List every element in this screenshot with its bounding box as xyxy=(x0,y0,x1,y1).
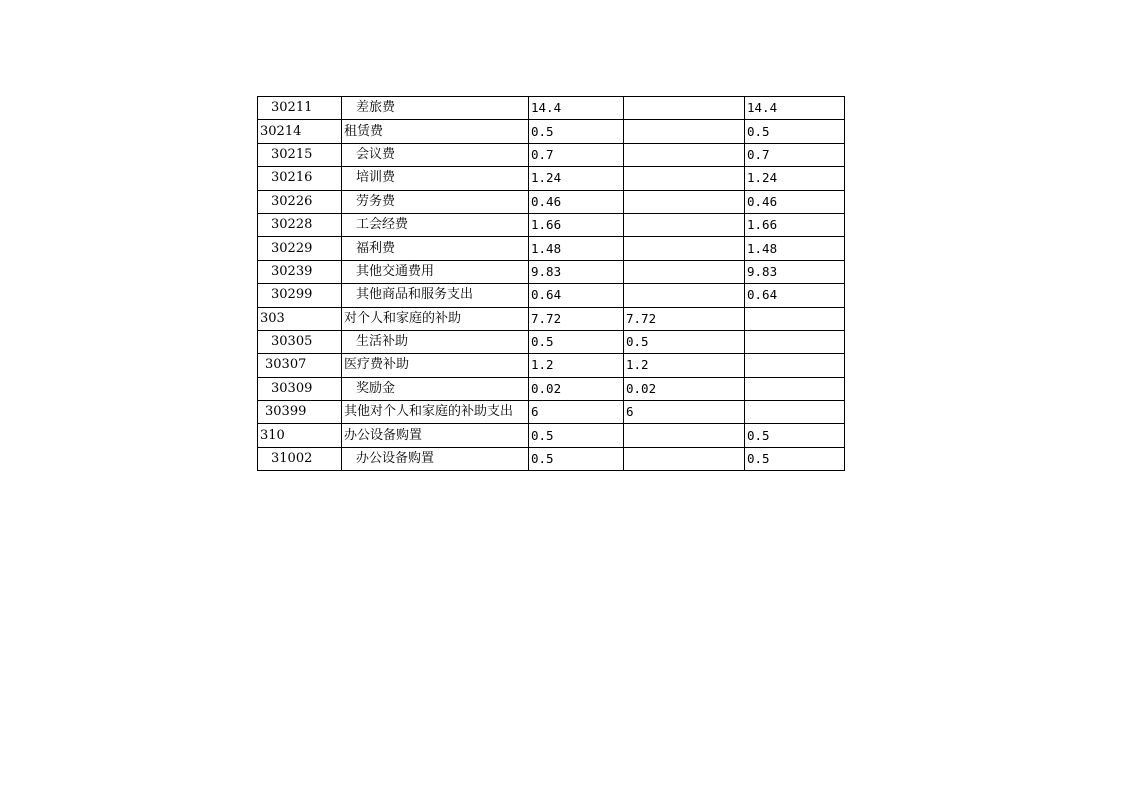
table-row xyxy=(258,213,845,236)
cell-basic-expenditure xyxy=(624,260,745,283)
cell-basic-expenditure xyxy=(624,120,745,143)
cell-item-name: 奖励金 xyxy=(342,377,529,400)
cell-item-name: 差旅费 xyxy=(342,97,529,120)
cell-project-expenditure xyxy=(745,377,845,400)
cell-basic-expenditure xyxy=(624,143,745,166)
cell-total: 0.46 xyxy=(529,190,624,213)
cell-total: 7.72 xyxy=(529,307,624,330)
table-row xyxy=(258,424,845,447)
cell-project-expenditure: 0.5 xyxy=(745,447,845,470)
cell-total: 1.66 xyxy=(529,213,624,236)
cell-item-name: 其他商品和服务支出 xyxy=(342,284,529,307)
table-row xyxy=(258,447,845,470)
cell-basic-expenditure xyxy=(624,237,745,260)
cell-item-name: 生活补助 xyxy=(342,330,529,353)
cell-project-expenditure xyxy=(745,354,845,377)
cell-item-name: 对个人和家庭的补助 xyxy=(342,307,529,330)
cell-project-expenditure: 0.7 xyxy=(745,143,845,166)
table-row xyxy=(258,237,845,260)
cell-total: 0.64 xyxy=(529,284,624,307)
cell-code: 31002 xyxy=(258,447,342,470)
cell-total: 6 xyxy=(529,401,624,424)
cell-project-expenditure: 14.4 xyxy=(745,97,845,120)
cell-item-name: 租赁费 xyxy=(342,120,529,143)
table-row xyxy=(258,330,845,353)
cell-code: 30211 xyxy=(258,97,342,120)
table-row xyxy=(258,354,845,377)
table-row xyxy=(258,143,845,166)
cell-code: 303 xyxy=(258,307,342,330)
cell-code: 30216 xyxy=(258,167,342,190)
cell-code: 30226 xyxy=(258,190,342,213)
table-row xyxy=(258,377,845,400)
cell-basic-expenditure: 7.72 xyxy=(624,307,745,330)
cell-code: 30215 xyxy=(258,143,342,166)
cell-item-name: 会议费 xyxy=(342,143,529,166)
cell-project-expenditure xyxy=(745,330,845,353)
cell-project-expenditure: 1.48 xyxy=(745,237,845,260)
cell-basic-expenditure xyxy=(624,424,745,447)
cell-project-expenditure: 0.5 xyxy=(745,424,845,447)
cell-code: 30305 xyxy=(258,330,342,353)
cell-total: 0.5 xyxy=(529,447,624,470)
table-row xyxy=(258,167,845,190)
cell-code: 310 xyxy=(258,424,342,447)
cell-basic-expenditure xyxy=(624,97,745,120)
cell-total: 0.7 xyxy=(529,143,624,166)
cell-code: 30309 xyxy=(258,377,342,400)
cell-basic-expenditure xyxy=(624,213,745,236)
cell-basic-expenditure: 6 xyxy=(624,401,745,424)
cell-item-name: 福利费 xyxy=(342,237,529,260)
cell-item-name: 工会经费 xyxy=(342,213,529,236)
cell-item-name: 其他交通费用 xyxy=(342,260,529,283)
cell-total: 1.48 xyxy=(529,237,624,260)
cell-code: 30229 xyxy=(258,237,342,260)
cell-total: 0.5 xyxy=(529,120,624,143)
cell-basic-expenditure xyxy=(624,190,745,213)
cell-code: 30239 xyxy=(258,260,342,283)
table-row xyxy=(258,190,845,213)
cell-project-expenditure: 0.46 xyxy=(745,190,845,213)
cell-project-expenditure: 0.5 xyxy=(745,120,845,143)
table-body xyxy=(258,97,845,471)
cell-total: 9.83 xyxy=(529,260,624,283)
table-row xyxy=(258,401,845,424)
cell-basic-expenditure xyxy=(624,167,745,190)
cell-code: 30399 xyxy=(258,401,342,424)
table-row xyxy=(258,97,845,120)
expenditure-table xyxy=(257,96,845,471)
cell-item-name: 劳务费 xyxy=(342,190,529,213)
cell-basic-expenditure: 0.5 xyxy=(624,330,745,353)
cell-basic-expenditure: 1.2 xyxy=(624,354,745,377)
cell-total: 0.5 xyxy=(529,424,624,447)
cell-project-expenditure xyxy=(745,307,845,330)
table-row xyxy=(258,120,845,143)
table-row xyxy=(258,284,845,307)
cell-code: 30307 xyxy=(258,354,342,377)
cell-project-expenditure: 0.64 xyxy=(745,284,845,307)
table-row xyxy=(258,260,845,283)
cell-code: 30299 xyxy=(258,284,342,307)
cell-code: 30228 xyxy=(258,213,342,236)
cell-basic-expenditure xyxy=(624,284,745,307)
cell-project-expenditure: 9.83 xyxy=(745,260,845,283)
cell-total: 14.4 xyxy=(529,97,624,120)
cell-item-name: 培训费 xyxy=(342,167,529,190)
cell-code: 30214 xyxy=(258,120,342,143)
cell-item-name: 办公设备购置 xyxy=(342,447,529,470)
table-row xyxy=(258,307,845,330)
cell-item-name: 医疗费补助 xyxy=(342,354,529,377)
cell-total: 0.02 xyxy=(529,377,624,400)
cell-total: 1.2 xyxy=(529,354,624,377)
cell-basic-expenditure xyxy=(624,447,745,470)
budget-sheet xyxy=(257,96,845,471)
cell-project-expenditure: 1.24 xyxy=(745,167,845,190)
cell-total: 1.24 xyxy=(529,167,624,190)
cell-project-expenditure xyxy=(745,401,845,424)
cell-basic-expenditure: 0.02 xyxy=(624,377,745,400)
cell-total: 0.5 xyxy=(529,330,624,353)
cell-project-expenditure: 1.66 xyxy=(745,213,845,236)
cell-item-name: 办公设备购置 xyxy=(342,424,529,447)
cell-item-name: 其他对个人和家庭的补助支出 xyxy=(342,401,529,424)
